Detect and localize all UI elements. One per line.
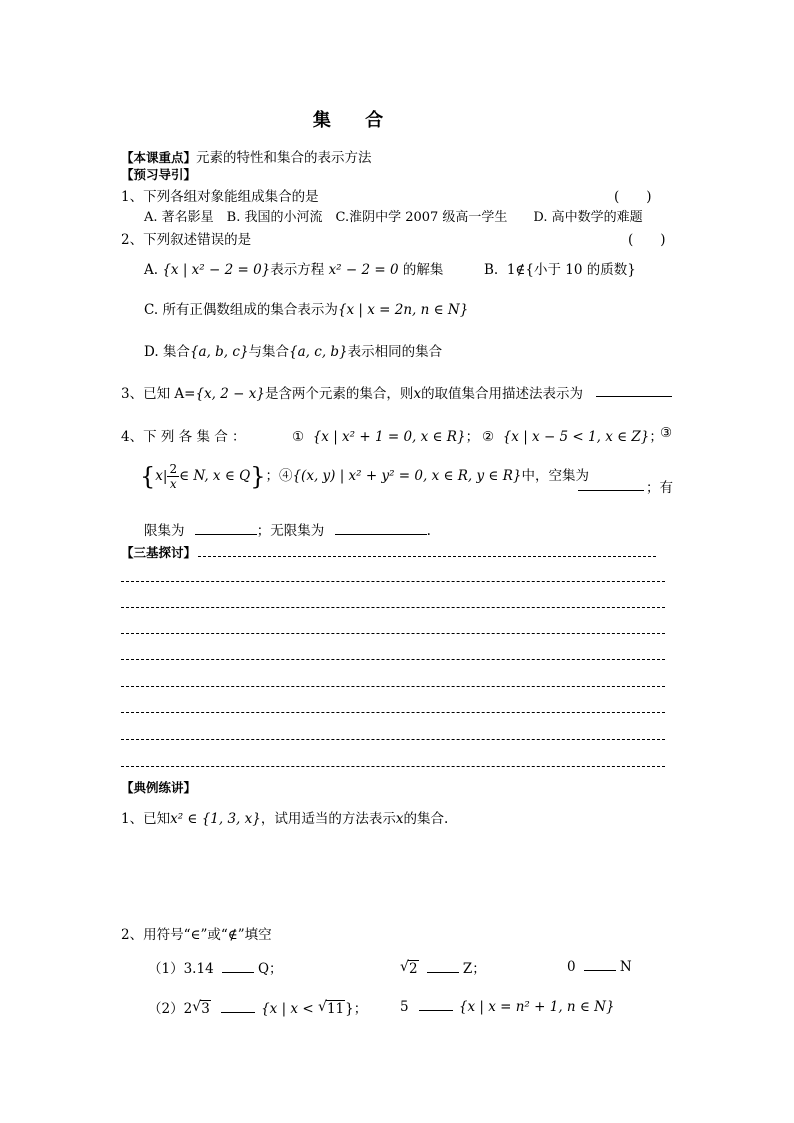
preview-q2 (121, 228, 251, 248)
q4-circle-2: ② (482, 429, 495, 445)
ex2-r2-b-value: 5 (400, 999, 409, 1015)
q4-set3-right-brace: } (250, 462, 266, 491)
q2-a-equation: x² − 2 = 0 (328, 262, 399, 278)
discussion-line[interactable] (121, 686, 665, 687)
q4-set3-numerator: 2 (169, 462, 178, 476)
q1-number: 1、 (121, 189, 144, 205)
q2-option-d (144, 340, 442, 360)
ex2-r1-a-blank[interactable] (222, 959, 254, 973)
ex2-r1-b-radicand: 2 (409, 961, 418, 977)
preview-q1 (121, 185, 319, 205)
q4-circle-1: ① (292, 429, 305, 445)
ex2-row1-item2 (400, 957, 486, 977)
q1-options: A. 著名影星 B. 我国的小河流 C.淮阴中学 2007 级高一学生 D. 高中数学的难题 (144, 210, 643, 225)
q4-text-empty: 中，空集为 (521, 468, 589, 484)
ex1-var: x (395, 811, 404, 827)
q2-c-text: 所有正偶数组成的集合表示为 (162, 302, 338, 318)
q2-d-prefix: D. (144, 344, 159, 360)
discussion-line[interactable] (121, 581, 665, 582)
q4-sep-1: ； (465, 429, 480, 445)
q2-d-set2: {a, c, b} (289, 344, 348, 360)
q2-c-prefix: C. (144, 302, 159, 318)
ex1-text3: 的集合. (403, 811, 449, 827)
ex2-r2-a-set-radicand: 11 (326, 1001, 345, 1017)
q4-infinite-blank[interactable] (335, 521, 427, 535)
ex2-r2-b-set: {x | x = n² + 1, n ∈ N} (458, 999, 615, 1015)
q4-text-finite: 限集为 (144, 523, 185, 539)
q4-text-infinite: ；无限集为 (256, 523, 325, 539)
ex1-text1: 已知 (143, 811, 171, 827)
ex2-r1-b-blank[interactable] (427, 959, 459, 973)
ex1-text2: ，试用适当的方法表示 (260, 811, 396, 827)
ex2-r2-b-blank[interactable] (419, 997, 453, 1011)
ex2-r2-a-coef: 2 (183, 1001, 193, 1017)
q4-set3-left-brace: { (140, 462, 156, 491)
example-q1 (121, 807, 448, 827)
q2-a-prefix: A. (144, 262, 159, 278)
ex1-number: 1、 (121, 811, 144, 827)
discussion-label: 【三基探讨】 (121, 545, 197, 560)
ex2-r2-a-blank[interactable] (221, 999, 255, 1013)
ex2-r1-b-set: Z； (462, 961, 486, 977)
q2-d-text3: 表示相同的集合 (347, 344, 443, 360)
discussion-line[interactable] (198, 556, 656, 557)
q3-text3: 的取值集合用描述法表示为 (421, 386, 584, 402)
q3-answer-blank[interactable] (596, 383, 672, 397)
q4-end: . (426, 523, 431, 539)
q4-set-2: {x | x − 5 < 1, x ∈ Z} (502, 429, 650, 445)
ex2-number: 2、 (121, 927, 144, 943)
preview-label: 【预习导引】 (121, 167, 197, 182)
q2-text: 下列叙述错误的是 (143, 232, 252, 248)
ex2-r2-a-set-sqrt: √ 11 (317, 999, 345, 1017)
ex2-r1-label: （1） (148, 961, 184, 977)
q4-item1 (292, 425, 479, 445)
discussion-line[interactable] (121, 766, 665, 767)
q1-text: 下列各组对象能组成集合的是 (143, 189, 319, 205)
q4-sep-2: ； (649, 429, 663, 445)
ex2-r2-a-set-pre: {x | x < (261, 1001, 314, 1017)
q2-a-mid: 表示方程 (270, 262, 325, 278)
discussion-line[interactable] (121, 739, 665, 740)
q2-option-a (144, 258, 443, 278)
q4-set3-fraction (167, 462, 179, 491)
ex2-text: 用符号“∈”或“∉”填空 (143, 927, 272, 943)
discussion-line[interactable] (121, 607, 665, 608)
preview-q4-line1 (121, 425, 246, 445)
q4-set-4: {(x, y) | x² + y² = 0, x ∈ R, y ∈ R} (292, 468, 522, 484)
preview-q4-line3 (144, 519, 431, 539)
preview-q3 (121, 382, 583, 402)
key-points-label: 【本课重点】 (121, 150, 197, 165)
ex2-r1-a-set: Q； (257, 961, 283, 977)
q2-a-end: 的解集 (402, 262, 444, 278)
q4-circle-4: ；④ (265, 468, 293, 484)
ex2-r2-label: （2） (148, 1001, 184, 1017)
q2-option-b (484, 258, 636, 278)
q4-number: 4、 (121, 429, 144, 445)
q4-set3-condition: ∈ N, x ∈ Q (179, 468, 251, 484)
q4-item2 (482, 425, 663, 445)
q2-d-text2: 与集合 (248, 344, 290, 360)
examples-label: 【典例练讲】 (121, 780, 197, 795)
q4-text1: 下 列 各 集 合 ： (143, 429, 246, 445)
ex2-r1-c-blank[interactable] (584, 957, 616, 971)
ex2-row1-item3 (567, 957, 632, 975)
q4-finite-blank[interactable] (195, 521, 257, 535)
q3-var: x (413, 386, 422, 402)
page-title: 集 合 (312, 110, 398, 131)
q2-a-set: {x | x² − 2 = 0} (162, 262, 271, 278)
q4-circle-3: ③ (660, 425, 673, 441)
ex2-row1-item1 (148, 957, 283, 977)
ex2-r1-c-set: N (619, 959, 632, 975)
q3-text1: 已知 A= (143, 386, 196, 402)
ex2-r2-a-sqrt: √ 3 (192, 999, 210, 1017)
ex2-row2-item2 (400, 997, 615, 1015)
q3-text2: 是含两个元素的集合，则 (264, 386, 414, 402)
key-points (121, 146, 372, 166)
q4-text-you: ；有 (646, 480, 673, 496)
q4-set3-denominator: x (169, 477, 177, 491)
q4-set3-var: x (155, 468, 163, 484)
q2-number: 2、 (121, 232, 144, 248)
discussion-line[interactable] (121, 712, 665, 713)
ex2-row2-item1 (148, 997, 367, 1017)
q2-d-set1: {a, b, c} (189, 344, 249, 360)
ex2-r2-a-set-post: }； (345, 1001, 368, 1017)
q2-c-set: {x | x = 2n, n ∈ N} (337, 302, 469, 318)
q4-empty-set-blank[interactable] (578, 477, 644, 491)
q3-set: {x, 2 − x} (195, 386, 265, 402)
q2-option-c (144, 298, 468, 318)
ex1-expression: x² ∈ {1, 3, x} (170, 811, 261, 827)
ex2-r1-b-sqrt: √ 2 (400, 959, 418, 977)
q2-b-text: 1∉{小于 10 的质数} (506, 262, 636, 278)
example-q2 (121, 923, 272, 943)
q2-b-prefix: B. (484, 262, 499, 278)
q2-d-text1: 集合 (162, 344, 190, 360)
discussion-line[interactable] (121, 633, 665, 634)
q4-set-1: {x | x² + 1 = 0, x ∈ R} (312, 429, 466, 445)
ex2-r1-a-value: 3.14 (183, 961, 214, 977)
preview-q4-line2: {x| $\frac{2}{x}$ ∈ N, x ∈ Q}；④{(x, y) | x² + y² = 0, x ∈ R, y ∈ R}中，空集为 (140, 462, 589, 491)
key-points-text: 元素的特性和集合的表示方法 (196, 150, 372, 166)
discussion-line[interactable] (121, 659, 665, 660)
ex2-r2-a-radicand: 3 (201, 1001, 210, 1017)
q1-answer-bracket: ( ) (614, 189, 652, 205)
q3-number: 3、 (121, 386, 144, 402)
ex2-r1-c-value: 0 (567, 959, 576, 975)
q2-answer-bracket: ( ) (628, 232, 666, 248)
